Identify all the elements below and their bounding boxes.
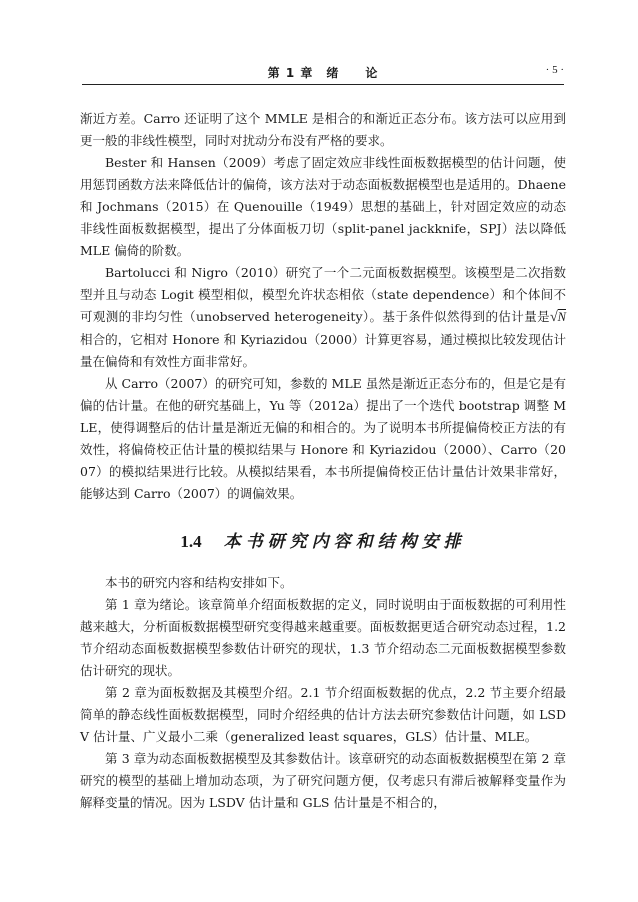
sqrt-variable: N — [557, 310, 566, 324]
running-header — [82, 62, 564, 85]
sqrt-symbol: √ — [549, 310, 558, 325]
page-number: · 5 · — [545, 64, 564, 76]
paragraph-1: 渐近方差。Carro 还证明了这个 MMLE 是相合的和渐近正态分布。该方法可以应用到更一般的非线性模型，同时对扰动分布没有严格的要求。 — [80, 111, 566, 148]
section-title: 本书研究内容和结构安排 — [223, 532, 466, 552]
paragraph-6: 第 1 章为绪论。该章简单介绍面板数据的定义，同时说明由于面板数据的可利用性越来越大，分析面板数据模型研究变得越来越重要。面板数据更适合研究动态过程，1.2 节介绍动态面板数据模型参数估计研究的现状，1.3 节介绍动态二元面板数据模型参数估计研究的现状。 — [80, 597, 566, 678]
sqrt-n-formula — [550, 310, 566, 324]
body-text-upper — [80, 108, 566, 505]
paragraph-3-text-a: Bartolucci 和 Nigro（2010）研究了一个二元面板数据模型。该模型是二次指数型并且与动态 Logit 模型相似，模型允许状态相依（state dependence）和个体间不可观测的非均匀性（unobserved heterogeneity）。基于条件似然得到的估计量是 — [80, 265, 566, 324]
paragraph-3-text-b: 相合的，它相对 Honore 和 Kyriazidou（2000）计算更容易，通过模拟比较发现估计量在偏倚和有效性方面非常好。 — [80, 332, 566, 369]
chapter-header-title: 第 1 章 绪 论 — [267, 66, 379, 80]
paragraph-8: 第 3 章为动态面板数据模型及其参数估计。该章研究的动态面板数据模型在第 2 章研究的模型的基础上增加动态项，为了研究问题方便，仅考虑只有滞后被解释变量作为解释变量的情况。因为 LSDV 估计量和 GLS 估计量是不相合的， — [80, 751, 566, 810]
section-heading — [80, 527, 566, 552]
body-text-lower — [80, 572, 566, 814]
paragraph-7: 第 2 章为面板数据及其模型介绍。2.1 节介绍面板数据的优点，2.2 节主要介绍最简单的静态线性面板数据模型，同时介绍经典的估计方法去研究参数估计问题，如 LSDV 估计量、广义最小二乘（generalized least squares，GLS）估计量、MLE。 — [80, 685, 566, 744]
paragraph-3 — [80, 262, 566, 373]
paragraph-2: Bester 和 Hansen（2009）考虑了固定效应非线性面板数据模型的估计问题，使用惩罚函数方法来降低估计的偏倚，该方法对于动态面板数据模型也是适用的。Dhaene 和 Jochmans（2015）在 Quenouille（1949）思想的基础上，针对固定效应的动态非线性面板数据模型，提出了分体面板刀切（split-panel jackknife，SPJ）法以降低 MLE 偏倚的阶数。 — [80, 155, 566, 258]
paragraph-4: 从 Carro（2007）的研究可知，参数的 MLE 虽然是渐近正态分布的，但是它是有偏的估计量。在他的研究基础上，Yu 等（2012a）提出了一个迭代 bootstrap 调整 MLE，使得调整后的估计量是渐近无偏的和相合的。为了说明本书所提偏倚校正方法的有效性，将偏倚校正估计量的模拟结果与 Honore 和 Kyriazidou（2000）、Carro（2007）的模拟结果进行比较。从模拟结果看，本书所提偏倚校正估计量估计效果非常好，能够达到 Carro（2007）的调偏效果。 — [80, 376, 566, 501]
section-number: 1.4 — [180, 532, 202, 551]
paragraph-5: 本书的研究内容和结构安排如下。 — [105, 575, 293, 590]
